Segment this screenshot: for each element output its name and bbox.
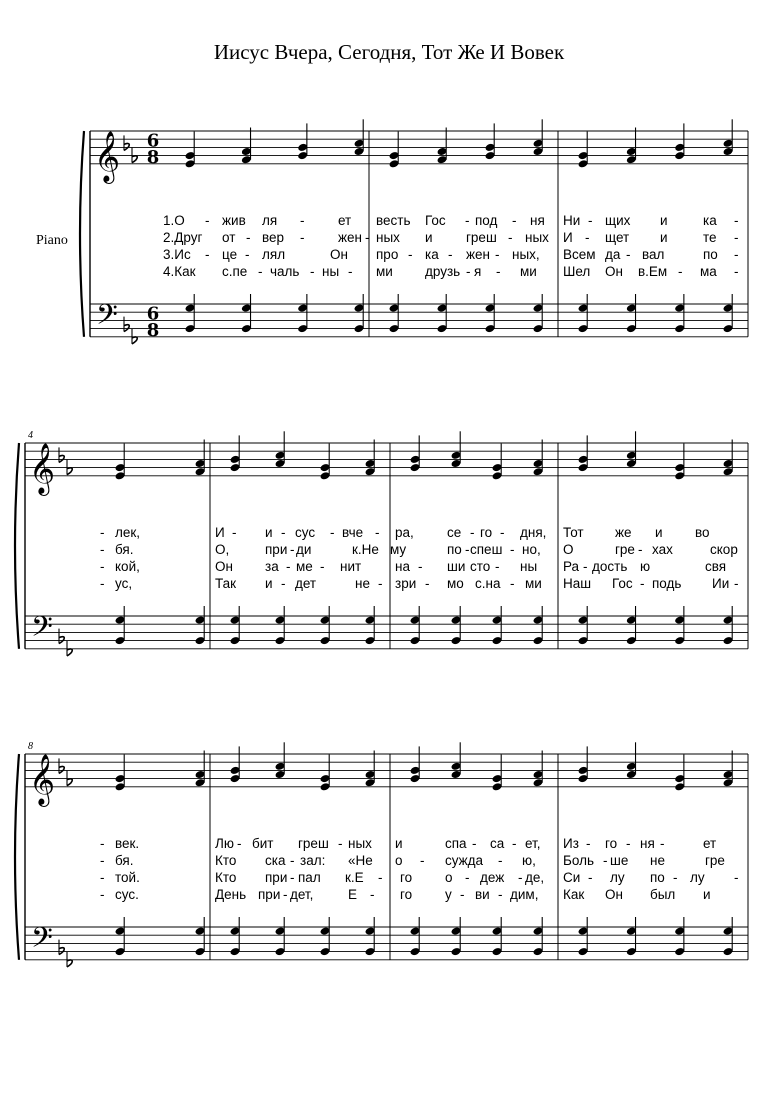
lyric-syllable: - [460,887,465,902]
lyric-syllable: к.Е [345,870,364,885]
lyric-syllable: при [265,870,288,885]
lyric-syllable: - [588,213,593,228]
lyric-syllable: О [563,542,574,557]
lyric-syllable: - [583,559,588,574]
time-signature-numerator: 6 [146,130,160,152]
lyric-syllable: ус, [115,576,133,591]
lyric-syllable: те [703,230,717,245]
lyric-syllable: Кто [215,853,237,868]
lyric-syllable: - [232,525,237,540]
lyric-syllable: жен [338,230,362,245]
lyric-syllable: «Не [348,853,373,868]
lyric-syllable: Он [605,887,623,902]
lyric-syllable: хах [652,542,673,557]
lyric-syllable: - [466,264,471,279]
lyric-syllable: чаль [270,264,300,279]
lyric-syllable: Он [215,559,233,574]
lyric-syllable: скор [710,542,738,557]
lyric-syllable: День [215,887,247,902]
lyric-syllable: го [400,870,413,885]
lyric-syllable: во [695,525,710,540]
svg-text:𝄢: 𝄢 [31,921,53,962]
lyric-syllable: я [474,264,482,279]
lyric-syllable: о [395,853,403,868]
lyric-syllable: ня [640,836,655,851]
lyric-syllable: от [222,230,236,245]
lyric-syllable: - [320,559,325,574]
lyric-syllable: к.Не [352,542,379,557]
lyric-syllable: и [703,887,711,902]
lyric-syllable: це [222,247,238,262]
lyric-syllable: Ии [712,576,730,591]
flat-sign [59,447,64,462]
lyric-syllable: Боль [563,853,594,868]
lyric-syllable: ме [296,559,313,574]
lyric-syllable: - [734,213,739,228]
lyric-syllable: де, [525,870,545,885]
lyric-syllable: и [660,230,668,245]
lyric-syllable: ка [703,213,717,228]
lyric-syllable: ра, [395,525,414,540]
lyric-syllable: - [330,525,335,540]
lyric-syllable: - [258,264,263,279]
lyric-syllable: Лю [215,836,234,851]
lyric-syllable: весть [376,213,411,228]
lyric-syllable: - [626,247,631,262]
lyric-syllable: дость [592,559,628,574]
lyric-syllable: и [655,525,663,540]
lyric-syllable: - [673,870,678,885]
lyric-syllable: Ра [563,559,580,574]
lyric-syllable: о [445,870,453,885]
lyric-syllable: - [100,542,105,557]
lyric-syllable: деж [480,870,505,885]
lyric-syllable: - [290,542,295,557]
lyric-syllable: - [510,542,515,557]
lyric-syllable: вер [262,230,285,245]
lyric-syllable: Гос [425,213,446,228]
lyric-syllable: 1.О [163,213,185,228]
lyric-syllable: по [447,542,462,557]
lyric-syllable: и [660,213,668,228]
lyric-syllable: с.пе [222,264,248,279]
lyric-syllable: - [420,853,425,868]
lyric-syllable: гре [705,853,725,868]
lyric-syllable: ма [700,264,717,279]
lyric-syllable: - [205,247,210,262]
lyric-syllable: - [518,870,523,885]
lyric-syllable: - [310,264,315,279]
lyric-syllable: бя. [115,853,134,868]
flat-sign [59,629,64,644]
lyric-syllable: - [465,870,470,885]
lyric-syllable: ных [525,230,549,245]
lyric-syllable: - [734,230,739,245]
lyric-syllable: сус. [115,887,139,902]
lyric-syllable: О, [215,542,230,557]
lyric-syllable: - [496,264,501,279]
lyric-syllable: по [703,247,718,262]
lyric-syllable: ми [525,576,542,591]
lyric-syllable: ны [322,264,340,279]
lyric-syllable: щет [605,230,630,245]
lyric-syllable: - [465,542,470,557]
time-signature-denominator: 8 [146,319,160,341]
lyric-syllable: свя [705,559,727,574]
flat-sign [124,317,129,332]
lyric-syllable: бит [252,836,274,851]
lyric-syllable: - [378,576,383,591]
lyric-syllable: - [512,836,517,851]
lyric-syllable: го [480,525,493,540]
lyric-syllable: - [365,230,370,245]
lyric-syllable: му [390,542,407,557]
lyric-syllable: дет [295,576,317,591]
lyric-syllable: жен [466,247,490,262]
lyric-syllable: - [425,576,430,591]
treble-clef [29,443,55,496]
lyric-syllable: Гос [612,576,633,591]
lyric-syllable: при [265,542,288,557]
lyric-syllable: - [470,525,475,540]
svg-text:𝄢: 𝄢 [96,298,118,339]
lyric-syllable: ди [296,542,312,557]
lyric-syllable: - [734,247,739,262]
lyric-syllable: - [734,264,739,279]
lyric-syllable: - [734,870,739,885]
lyric-syllable: - [472,836,477,851]
lyric-syllable: - [508,230,513,245]
grand-staff-brace [15,443,19,649]
grand-staff-brace [15,754,19,960]
lyric-syllable: греш [298,836,329,851]
lyric-syllable: - [586,836,591,851]
lyric-syllable: Шел [563,264,591,279]
lyric-syllable: щих [605,213,631,228]
lyric-syllable: ю, [522,853,536,868]
lyric-syllable: ны [520,559,538,574]
lyric-syllable: нит [340,559,362,574]
page-title: Иисус Вчера, Сегодня, Тот Же И Вовек [213,40,565,64]
flat-sign [59,758,64,773]
lyric-syllable: - [498,853,503,868]
lyric-syllable: ми [376,264,393,279]
lyric-syllable: мо [447,576,464,591]
lyric-syllable: по [650,870,665,885]
lyric-syllable: - [375,525,380,540]
lyric-syllable: Е [348,887,358,902]
lyric-syllable: - [378,870,383,885]
treble-clef [94,131,120,184]
lyric-syllable: - [290,853,295,868]
lyric-syllable: сужда [445,853,484,868]
lyric-syllable: ше [610,853,629,868]
lyric-syllable: греш [466,230,497,245]
lyric-syllable: Как [563,887,585,902]
lyric-syllable: ска [265,853,286,868]
lyric-syllable: - [495,559,500,574]
lyric-syllable: - [510,576,515,591]
lyric-syllable: са [490,836,505,851]
lyric-syllable: 2.Друг [163,230,203,245]
lyric-syllable: - [245,247,250,262]
lyric-syllable: кой, [115,559,140,574]
lyric-syllable: - [370,887,375,902]
lyric-syllable: ет, [525,836,541,851]
lyric-syllable: век. [115,836,140,851]
lyric-syllable: - [585,230,590,245]
lyric-syllable: вал [642,247,665,262]
lyric-syllable: Тот [563,525,584,540]
lyric-syllable: - [495,247,500,262]
lyric-syllable: - [286,559,291,574]
lyric-syllable: на [395,559,410,574]
lyric-syllable: - [290,870,295,885]
lyric-syllable: - [300,213,305,228]
svg-text:𝄞: 𝄞 [94,130,121,182]
lyric-syllable: И [215,525,225,540]
lyric-syllable: с.на [475,576,501,591]
lyric-syllable: ми [520,264,537,279]
lyric-syllable: - [465,213,470,228]
lyric-syllable: ет [703,836,717,851]
lyric-syllable: подь [652,576,682,591]
lyric-syllable: Си [563,870,581,885]
lyric-syllable: Наш [563,576,592,591]
lyric-syllable: был [650,887,676,902]
lyric-syllable: Всем [563,247,596,262]
lyric-syllable: - [500,525,505,540]
lyric-syllable: зал: [300,853,326,868]
lyric-syllable: спеш [470,542,503,557]
lyric-syllable: да [605,247,621,262]
lyric-syllable: и [265,525,273,540]
lyric-syllable: ных [348,836,372,851]
lyric-syllable: и [265,576,273,591]
lyric-syllable: - [100,836,105,851]
lyric-syllable: про [376,247,399,262]
time-signature-denominator: 8 [146,146,160,168]
lyric-syllable: ши [447,559,466,574]
lyric-syllable: ю [640,559,651,574]
lyric-syllable: Так [215,576,237,591]
lyric-syllable: - [638,542,643,557]
lyric-syllable: - [281,576,286,591]
lyric-syllable: се [447,525,462,540]
lyric-syllable: при [258,887,281,902]
lyric-syllable: ля [262,213,278,228]
lyric-syllable: не [355,576,370,591]
lyric-syllable: бя. [115,542,134,557]
lyric-syllable: - [448,247,453,262]
flat-sign [59,940,64,955]
lyric-syllable: Из [563,836,579,851]
lyric-syllable: го [400,887,413,902]
lyric-syllable: дня, [520,525,547,540]
lyric-syllable: Он [605,264,623,279]
flat-sign [124,135,129,150]
lyric-syllable: - [100,559,105,574]
lyric-syllable: - [418,559,423,574]
lyric-syllable: жив [222,213,246,228]
lyric-syllable: пал [298,870,321,885]
lyric-syllable: ня [530,213,545,228]
lyric-syllable: - [588,870,593,885]
lyric-syllable: Он [330,247,348,262]
bass-clef [96,299,118,339]
lyric-syllable: сус [295,525,316,540]
lyric-syllable: лу [690,870,705,885]
lyric-syllable: го [605,836,618,851]
lyric-syllable: - [281,525,286,540]
lyric-syllable: 3.Ис [163,247,191,262]
lyric-syllable: ви [475,887,490,902]
lyric-syllable: ет [338,213,352,228]
lyric-syllable: под [475,213,498,228]
lyric-syllable: - [408,247,413,262]
instrument-label: Piano [36,233,68,248]
lyric-syllable: - [100,887,105,902]
lyric-syllable: сто [470,559,491,574]
lyric-syllable: ка [425,247,439,262]
lyric-syllable: - [100,525,105,540]
lyric-syllable: - [678,264,683,279]
lyric-syllable: Кто [215,870,237,885]
lyric-syllable: - [498,887,503,902]
lyric-syllable: - [100,853,105,868]
lyric-syllable: - [640,576,645,591]
lyric-syllable: - [100,576,105,591]
lyric-syllable: и [425,230,433,245]
lyric-syllable: И [563,230,573,245]
time-signature-numerator: 6 [146,303,160,325]
lyric-syllable: дим, [510,887,539,902]
lyric-syllable: - [300,230,305,245]
lyric-syllable: спа [445,836,467,851]
lyric-syllable: - [348,264,353,279]
lyric-syllable: и [395,836,403,851]
lyric-syllable: за [265,559,279,574]
lyric-syllable: - [603,853,608,868]
lyric-syllable: - [205,213,210,228]
lyric-syllable: - [237,836,242,851]
lyric-syllable: - [660,836,665,851]
lyric-syllable: - [734,576,739,591]
lyric-syllable: - [626,836,631,851]
lyric-syllable: лек, [115,525,141,540]
lyric-syllable: Ни [563,213,581,228]
lyric-syllable: - [100,870,105,885]
lyric-syllable: же [615,525,632,540]
svg-text:𝄢: 𝄢 [31,610,53,651]
bass-clef [31,611,53,651]
bass-clef [31,922,53,962]
svg-text:𝄞: 𝄞 [29,753,56,805]
lyric-syllable: - [246,230,251,245]
lyric-syllable: 4.Как [163,264,196,279]
grand-staff-brace [80,131,84,337]
lyric-syllable: у [445,887,452,902]
lyric-syllable: лял [262,247,286,262]
lyric-syllable: - [338,836,343,851]
svg-text:𝄞: 𝄞 [29,442,56,494]
lyric-syllable: лу [610,870,625,885]
lyric-syllable: в.Ем [638,264,668,279]
lyric-syllable: друзь [425,264,461,279]
treble-clef [29,754,55,807]
lyric-syllable: гре [615,542,635,557]
lyric-syllable: - [283,887,288,902]
lyric-syllable: вче [342,525,364,540]
lyric-syllable: зри [395,576,417,591]
lyric-syllable: но, [522,542,541,557]
measure-number: 4 [28,430,33,441]
lyric-syllable: ных [376,230,400,245]
lyric-syllable: дет, [290,887,314,902]
lyric-syllable: не [650,853,665,868]
measure-number: 8 [28,741,33,752]
lyric-syllable: ных, [512,247,540,262]
lyric-syllable: - [512,213,517,228]
lyric-syllable: той. [115,870,140,885]
